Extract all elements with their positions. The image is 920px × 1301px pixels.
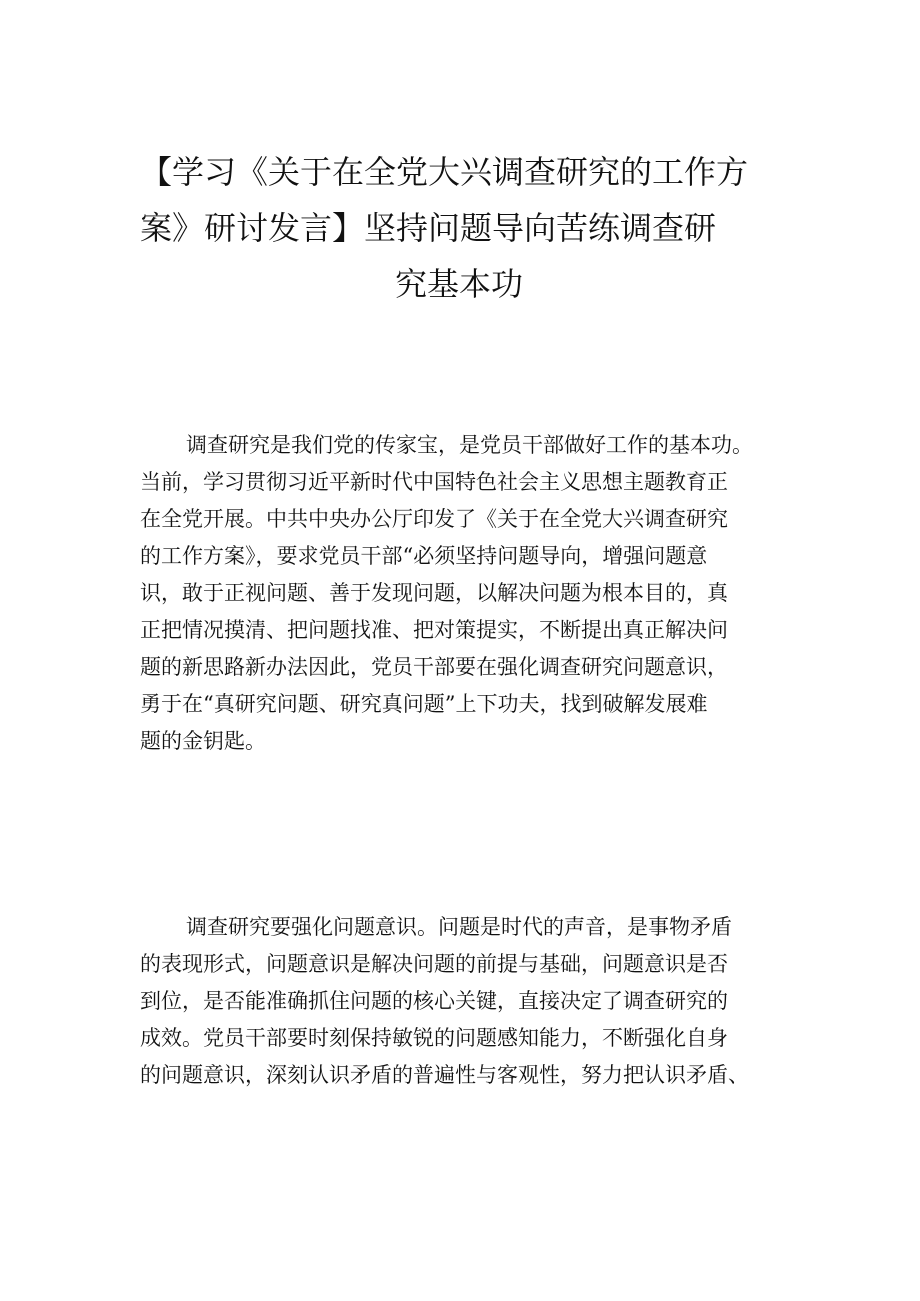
document-title bbox=[140, 144, 800, 312]
paragraph-line: 正把情况摸清、把问题找准、把对策提实，不断提出真正解决问 bbox=[140, 618, 728, 642]
paragraph-line: 调查研究是我们党的传家宝，是党员干部做好工作的基本功。 bbox=[186, 433, 753, 457]
title-line: 【学习《关于在全党大兴调查研究的工作方 bbox=[140, 153, 749, 191]
body-paragraph bbox=[140, 909, 795, 1094]
paragraph-line: 的工作方案》，要求党员干部“必须坚持问题导向，增强问题意 bbox=[140, 544, 708, 568]
paragraph-line: 题的金钥匙。 bbox=[140, 729, 266, 753]
paragraph-line: 题的新思路新办法因此，党员干部要在强化调查研究问题意识， bbox=[140, 655, 728, 679]
paragraph-line: 的问题意识，深刻认识矛盾的普遍性与客观性，努力把认识矛盾、 bbox=[140, 1063, 749, 1087]
paragraph-line: 勇于在“真研究问题、研究真问题”上下功夫，找到破解发展难 bbox=[140, 692, 708, 716]
paragraph-line: 识，敢于正视问题、善于发现问题，以解决问题为根本目的，真 bbox=[140, 581, 728, 605]
paragraph-line: 到位，是否能准确抓住问题的核心关键，直接决定了调查研究的 bbox=[140, 989, 728, 1013]
body-paragraph bbox=[140, 427, 795, 760]
title-line: 究基本功 bbox=[395, 265, 524, 303]
paragraph-line: 在全党开展。中共中央办公厅印发了《关于在全党大兴调查研究 bbox=[140, 507, 728, 531]
paragraph-line: 的表现形式，问题意识是解决问题的前提与基础，问题意识是否 bbox=[140, 952, 728, 976]
paragraph-line: 当前，学习贯彻习近平新时代中国特色社会主义思想主题教育正 bbox=[140, 470, 728, 494]
title-line: 案》研讨发言】坚持问题导向苦练调查研 bbox=[140, 209, 717, 247]
paragraph-line: 成效。党员干部要时刻保持敏锐的问题感知能力，不断强化自身 bbox=[140, 1026, 728, 1050]
paragraph-line: 调查研究要强化问题意识。问题是时代的声音，是事物矛盾 bbox=[186, 915, 732, 939]
